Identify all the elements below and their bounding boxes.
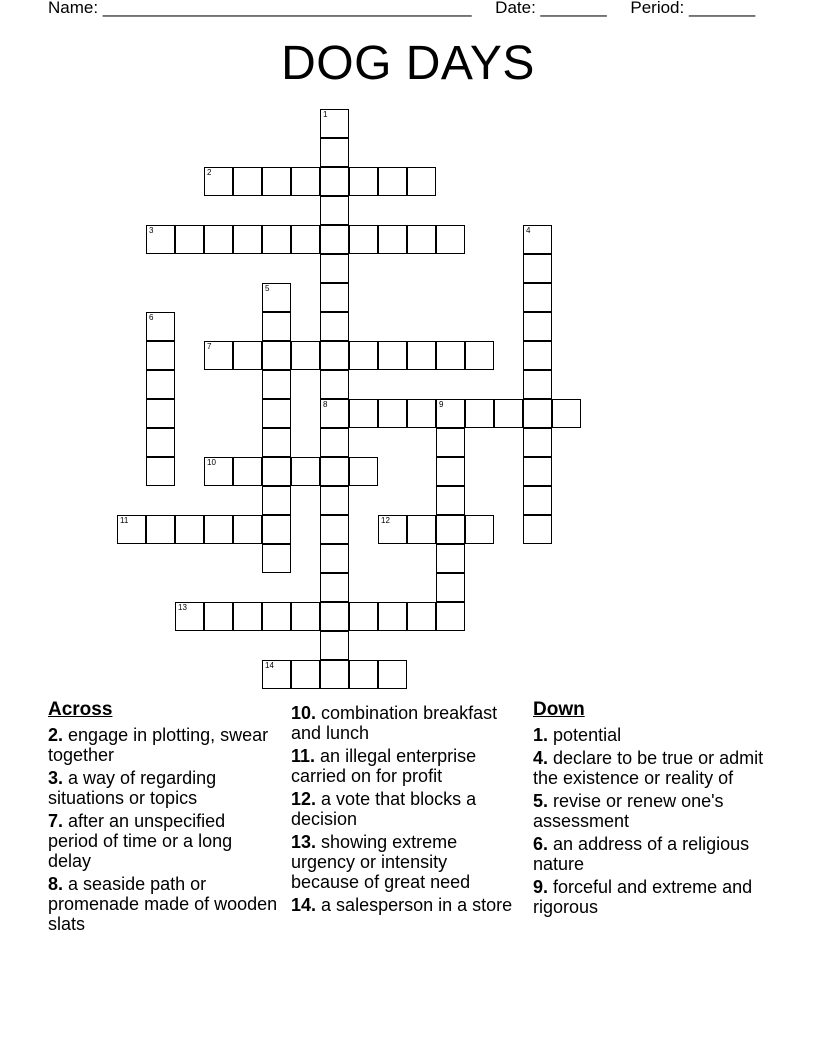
grid-cell[interactable] xyxy=(378,167,407,196)
clue-number: 2 xyxy=(207,168,212,177)
grid-cell[interactable] xyxy=(175,602,204,631)
grid-cell[interactable] xyxy=(436,457,465,486)
grid-cell[interactable] xyxy=(320,399,349,428)
grid-cell[interactable] xyxy=(378,660,407,689)
grid-cell[interactable] xyxy=(320,138,349,167)
clue-down-5: 5. revise or renew one's assessment xyxy=(533,791,724,831)
period-blank[interactable]: _______ xyxy=(688,0,756,17)
grid-cell[interactable] xyxy=(262,225,291,254)
grid-cell[interactable] xyxy=(291,457,320,486)
grid-cell[interactable] xyxy=(320,341,349,370)
grid-cell[interactable] xyxy=(349,457,378,486)
grid-cell[interactable] xyxy=(320,254,349,283)
grid-cell[interactable] xyxy=(262,312,291,341)
grid-cell[interactable] xyxy=(146,428,175,457)
grid-cell[interactable] xyxy=(262,370,291,399)
clue-number: 12 xyxy=(381,516,390,525)
grid-cell[interactable] xyxy=(320,602,349,631)
grid-cell[interactable] xyxy=(320,573,349,602)
grid-cell[interactable] xyxy=(262,341,291,370)
grid-cell[interactable] xyxy=(465,399,494,428)
grid-cell[interactable] xyxy=(523,283,552,312)
grid-cell[interactable] xyxy=(175,225,204,254)
grid-cell[interactable] xyxy=(436,428,465,457)
grid-cell[interactable] xyxy=(523,399,552,428)
grid-cell[interactable] xyxy=(378,225,407,254)
name-blank[interactable]: _______________________________________ xyxy=(102,0,472,17)
grid-cell[interactable] xyxy=(262,283,291,312)
grid-cell[interactable] xyxy=(320,515,349,544)
clue-down-1: 1. potential xyxy=(533,725,622,745)
grid-cell[interactable] xyxy=(146,457,175,486)
grid-cell[interactable] xyxy=(117,515,146,544)
clue-number: 4 xyxy=(526,226,531,235)
grid-cell[interactable] xyxy=(262,399,291,428)
worksheet-header xyxy=(48,0,755,18)
grid-cell[interactable] xyxy=(378,515,407,544)
grid-cell[interactable] xyxy=(262,602,291,631)
clue-across-13: 13. showing extreme urgency or intensity because of great need xyxy=(291,832,471,892)
grid-cell[interactable] xyxy=(349,399,378,428)
across-clues-continued xyxy=(291,703,516,918)
grid-cell[interactable] xyxy=(523,457,552,486)
grid-cell[interactable] xyxy=(407,399,436,428)
grid-cell[interactable] xyxy=(291,225,320,254)
grid-cell[interactable] xyxy=(146,515,175,544)
grid-cell[interactable] xyxy=(320,486,349,515)
grid-cell[interactable] xyxy=(320,370,349,399)
clue-across-14: 14. a salesperson in a store xyxy=(291,895,513,915)
grid-cell[interactable] xyxy=(320,544,349,573)
grid-cell[interactable] xyxy=(378,399,407,428)
grid-cell[interactable] xyxy=(320,660,349,689)
grid-cell[interactable] xyxy=(175,515,204,544)
grid-cell[interactable] xyxy=(552,399,581,428)
clue-across-8: 8. a seaside path or promenade made of wooden slats xyxy=(48,874,278,934)
grid-cell[interactable] xyxy=(233,225,262,254)
grid-cell[interactable] xyxy=(204,457,233,486)
grid-cell[interactable] xyxy=(436,544,465,573)
grid-cell[interactable] xyxy=(349,167,378,196)
name-label: Name: xyxy=(48,0,99,17)
grid-cell[interactable] xyxy=(436,225,465,254)
grid-cell[interactable] xyxy=(523,225,552,254)
grid-cell[interactable] xyxy=(349,602,378,631)
grid-cell[interactable] xyxy=(436,341,465,370)
clue-number: 10 xyxy=(207,458,216,467)
grid-cell[interactable] xyxy=(291,660,320,689)
grid-cell[interactable] xyxy=(349,660,378,689)
clue-down-6: 6. an address of a religious nature xyxy=(533,834,750,874)
grid-cell[interactable] xyxy=(378,602,407,631)
period-label: Period: xyxy=(630,0,685,17)
grid-cell[interactable] xyxy=(291,167,320,196)
grid-cell[interactable] xyxy=(262,515,291,544)
grid-cell[interactable] xyxy=(204,167,233,196)
grid-cell[interactable] xyxy=(320,109,349,138)
grid-cell[interactable] xyxy=(291,341,320,370)
grid-cell[interactable] xyxy=(436,486,465,515)
clue-number: 7 xyxy=(207,342,212,351)
clue-number: 3 xyxy=(149,226,154,235)
grid-cell[interactable] xyxy=(436,399,465,428)
clue-number: 14 xyxy=(265,661,274,670)
grid-cell[interactable] xyxy=(320,428,349,457)
grid-cell[interactable] xyxy=(320,225,349,254)
grid-cell[interactable] xyxy=(233,341,262,370)
clue-number: 6 xyxy=(149,313,154,322)
grid-cell[interactable] xyxy=(320,312,349,341)
grid-cell[interactable] xyxy=(204,341,233,370)
clue-number: 9 xyxy=(439,400,444,409)
grid-cell[interactable] xyxy=(233,167,262,196)
grid-cell[interactable] xyxy=(407,225,436,254)
grid-cell[interactable] xyxy=(523,341,552,370)
grid-cell[interactable] xyxy=(320,631,349,660)
grid-cell[interactable] xyxy=(378,341,407,370)
clue-number: 8 xyxy=(323,400,328,409)
grid-cell[interactable] xyxy=(320,196,349,225)
across-clues-column xyxy=(48,700,278,937)
grid-cell[interactable] xyxy=(407,167,436,196)
grid-cell[interactable] xyxy=(262,428,291,457)
grid-cell[interactable] xyxy=(320,457,349,486)
grid-cell[interactable] xyxy=(262,544,291,573)
clue-down-4: 4. declare to be true or admit the existence or reality of xyxy=(533,748,764,788)
grid-cell[interactable] xyxy=(146,370,175,399)
grid-cell[interactable] xyxy=(407,515,436,544)
clue-number: 13 xyxy=(178,603,187,612)
grid-cell[interactable] xyxy=(262,457,291,486)
grid-cell[interactable] xyxy=(494,399,523,428)
grid-cell[interactable] xyxy=(320,167,349,196)
clue-number: 1 xyxy=(323,110,328,119)
grid-cell[interactable] xyxy=(233,602,262,631)
grid-cell[interactable] xyxy=(465,515,494,544)
grid-cell[interactable] xyxy=(233,515,262,544)
clue-across-10: 10. combination breakfast and lunch xyxy=(291,703,498,743)
clue-across-7: 7. after an unspecified period of time or a long delay xyxy=(48,811,233,871)
clue-number: 5 xyxy=(265,284,270,293)
grid-cell[interactable] xyxy=(523,515,552,544)
grid-cell[interactable] xyxy=(146,341,175,370)
grid-cell[interactable] xyxy=(233,457,262,486)
grid-cell[interactable] xyxy=(523,486,552,515)
grid-cell[interactable] xyxy=(262,486,291,515)
down-heading: Down xyxy=(533,699,585,720)
grid-cell[interactable] xyxy=(436,515,465,544)
grid-cell[interactable] xyxy=(204,225,233,254)
puzzle-title: DOG DAYS xyxy=(281,37,535,90)
grid-cell[interactable] xyxy=(146,312,175,341)
grid-cell[interactable] xyxy=(523,428,552,457)
grid-cell[interactable] xyxy=(349,341,378,370)
clue-across-3: 3. a way of regarding situations or topics xyxy=(48,768,217,808)
grid-cell[interactable] xyxy=(523,370,552,399)
clue-across-11: 11. an illegal enterprise carried on for profit xyxy=(291,746,477,786)
grid-cell[interactable] xyxy=(436,602,465,631)
clue-down-9: 9. forceful and extreme and rigorous xyxy=(533,877,753,917)
grid-cell[interactable] xyxy=(262,660,291,689)
grid-cell[interactable] xyxy=(436,573,465,602)
grid-cell[interactable] xyxy=(523,254,552,283)
grid-cell[interactable] xyxy=(146,225,175,254)
clue-number: 11 xyxy=(120,516,129,525)
grid-cell[interactable] xyxy=(204,515,233,544)
date-label: Date: xyxy=(495,0,536,17)
grid-cell[interactable] xyxy=(349,225,378,254)
clue-across-12: 12. a vote that blocks a decision xyxy=(291,789,477,829)
grid-cell[interactable] xyxy=(407,602,436,631)
grid-cell[interactable] xyxy=(465,341,494,370)
grid-cell[interactable] xyxy=(320,283,349,312)
grid-cell[interactable] xyxy=(204,602,233,631)
clue-across-2: 2. engage in plotting, swear together xyxy=(48,725,269,765)
date-blank[interactable]: _______ xyxy=(540,0,607,17)
grid-cell[interactable] xyxy=(146,399,175,428)
grid-cell[interactable] xyxy=(407,341,436,370)
down-clues-column xyxy=(533,700,773,920)
grid-cell[interactable] xyxy=(262,167,291,196)
across-heading: Across xyxy=(48,699,113,720)
grid-cell[interactable] xyxy=(291,602,320,631)
grid-cell[interactable] xyxy=(523,312,552,341)
